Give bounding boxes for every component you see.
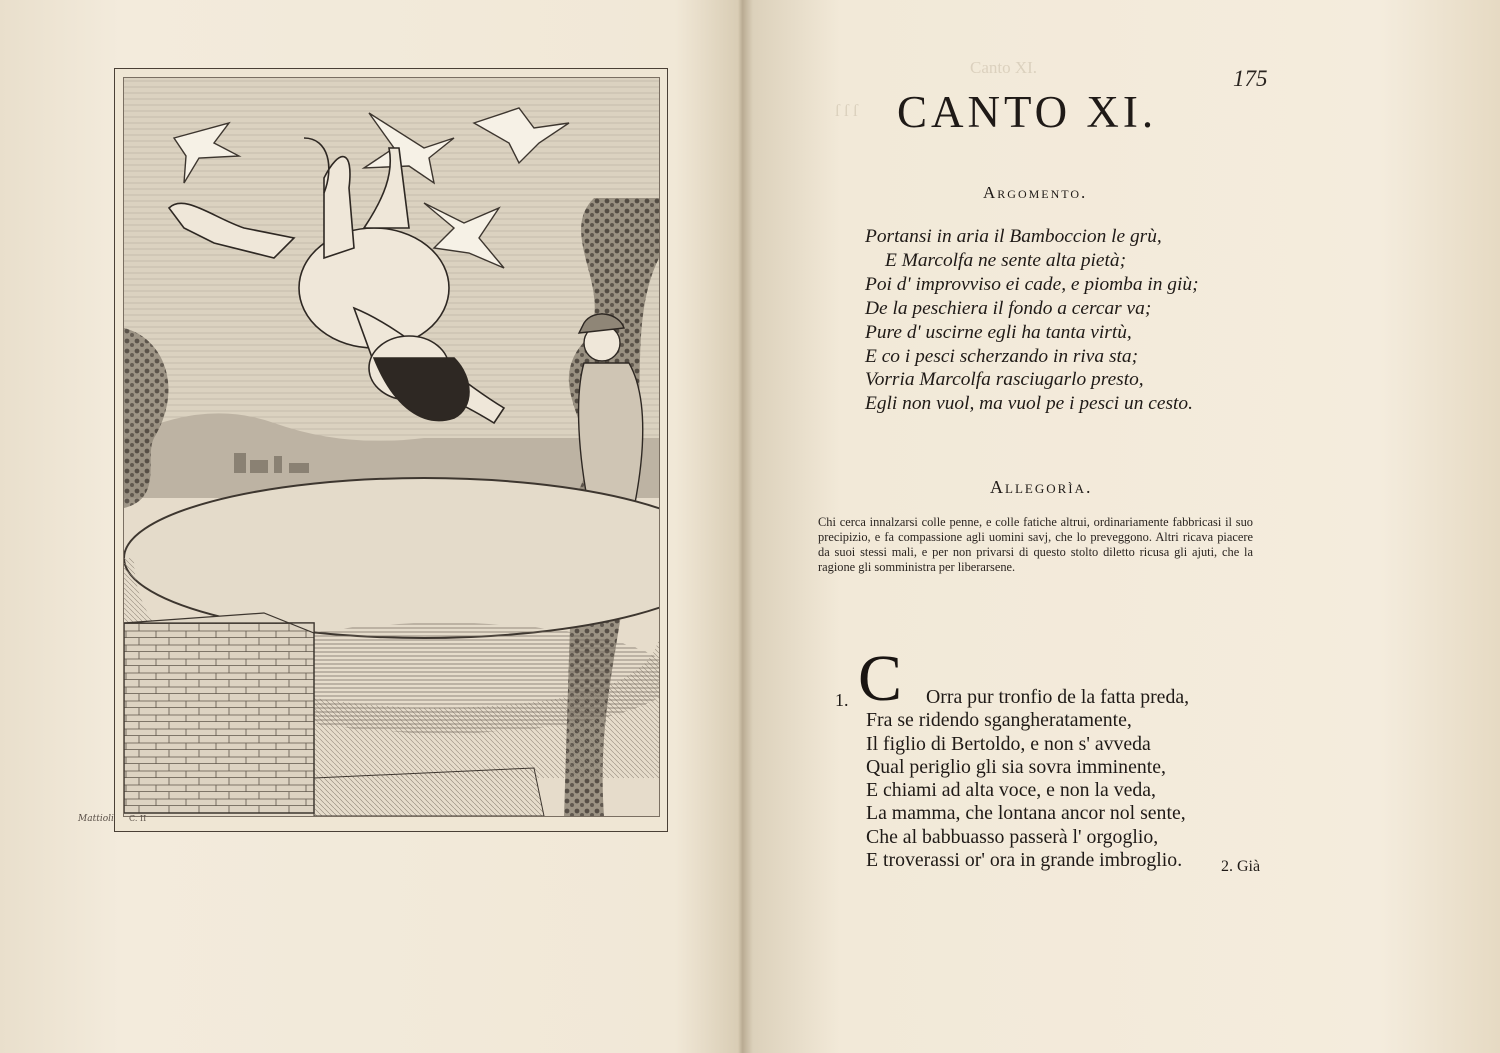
allegoria-heading: Allegorìa. bbox=[990, 477, 1093, 497]
catchword: 2. Già bbox=[1221, 858, 1261, 875]
stanza-number: 1. bbox=[835, 690, 849, 710]
stanza-line: Qual periglio gli sia sovra imminente, bbox=[866, 755, 1166, 778]
engraving-illustration bbox=[124, 78, 659, 816]
brick-pillar bbox=[124, 623, 314, 813]
stanza-line: E troverassi or' ora in grande imbroglio. bbox=[866, 849, 1183, 872]
stanza-line: Il figlio di Bertoldo, e non s' avveda bbox=[866, 732, 1151, 755]
stanza-line: La mamma, che lontana ancor nol sente, bbox=[866, 802, 1186, 825]
canto-title: CANTO XI. bbox=[897, 87, 1158, 137]
drop-cap-letter: C bbox=[858, 642, 903, 715]
left-page bbox=[0, 0, 735, 1053]
argomento-line: Egli non vuol, ma vuol pe i pesci un cesto. bbox=[865, 393, 1193, 415]
engraver-signature: Mattioli bbox=[78, 814, 114, 824]
allegoria-paragraph: Chi cerca innalzarsi colle penne, e colle fatiche altrui, ordinariamente fabbricasi il suo precipizio, e fa compassione agli uomini savj, che lo preveggono. Altri ricava piacere da suoi stessi mali, e per non privarsi di questo stolto diletto ricusa gli ajuti, che la ragione gli somministra per liberarsene. bbox=[818, 515, 1253, 574]
pond-wall-rim bbox=[124, 478, 659, 638]
argomento-line: Portansi in aria il Bamboccion le grù, bbox=[865, 226, 1162, 247]
argomento-line: E co i pesci scherzando in riva sta; bbox=[865, 345, 1139, 367]
argomento-heading: Argomento. bbox=[983, 183, 1088, 202]
argomento-line: E Marcolfa ne sente alta pietà; bbox=[885, 249, 1127, 271]
engraving-image bbox=[123, 77, 660, 817]
argomento-line: Poi d' improvviso ei cade, e piomba in giù; bbox=[865, 273, 1199, 295]
stanza-line: Fra se ridendo sgangheratamente, bbox=[866, 709, 1132, 732]
plate-mark: C. II bbox=[129, 814, 147, 823]
right-page: Canto XI. ſ ſ ſ 175 CANTO XI. Argomento. Portansi in aria il Bamboccion le grù, E Marcolfa ne sente alta pietà; Poi d' improvviso ei cade, e piomba in giù; De la peschiera il fondo a cercar va; Pure d' uscirne egli ha tanta virtù, E co i pesci scherzando in riva sta; Vorria Marcolfa rasciugarlo presto, Egli non vuol, ma vuol pe i pesci un cesto. Allegorìa. Chi cerca innalzarsi colle penne, e colle fatiche altrui, ordinariamente fabbricasi il suo precipizio, e fa compassione agli uomini savj, che lo preveggono. Altri ricava piacere da suoi stessi mali, e per non privarsi di questo stolto diletto ricusa gli ajuti, che la ragione gli somministra per liberarsene. 1. C Orra pur tronfio de la fatta preda, Fra se ridendo sgangheratamente, Il figlio di Bertoldo, e non s' avveda Qual periglio gli sia sovra imminente, E chiami ad alta voce, e non la veda, La mamma, che lontana ancor nol sente, Che al babbuasso passerà l' orgoglio, E troverassi or' ora in grande imbroglio. 2. Già bbox=[745, 0, 1500, 1053]
engraving-plate bbox=[114, 68, 668, 832]
argomento-verses bbox=[865, 225, 1285, 416]
argomento-line: Vorria Marcolfa rasciugarlo presto, bbox=[865, 369, 1144, 391]
page-number: 175 bbox=[1233, 66, 1268, 91]
argomento-line: Pure d' uscirne egli ha tanta virtù, bbox=[865, 321, 1132, 343]
argomento-line: De la peschiera il fondo a cercar va; bbox=[865, 297, 1152, 319]
stanza-verses bbox=[866, 686, 1266, 872]
stanza-line: Orra pur tronfio de la fatta preda, bbox=[926, 686, 1190, 708]
stanza-line: E chiami ad alta voce, e non la veda, bbox=[866, 779, 1156, 802]
stanza-line: Che al babbuasso passerà l' orgoglio, bbox=[866, 825, 1159, 848]
